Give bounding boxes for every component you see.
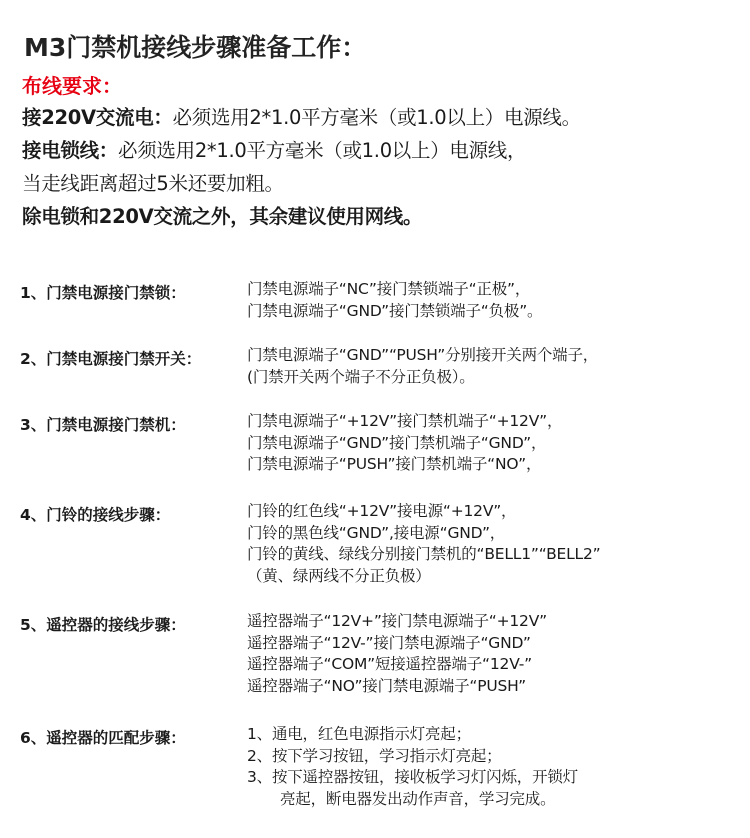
page-title: M3门禁机接线步骤准备工作：: [24, 33, 367, 62]
step-2-label: 2、门禁电源接门禁开关：: [20, 350, 202, 368]
requirement-line-distance: 当走线距离超过5米还要加粗。: [22, 172, 284, 195]
requirement-lock-text: 必须选用2*1.0平方毫米（或1.0以上）电源线，: [118, 139, 527, 162]
step-line: 门禁电源端子“NC”接门禁锁端子“正极”，: [247, 280, 531, 298]
step-line: (门禁开关两个端子不分正负极）。: [247, 367, 475, 386]
step-line: 门禁电源端子“GND”接门禁机端子“GND”，: [247, 433, 547, 452]
step-3-instructions: [247, 411, 742, 476]
step-line: 遥控器端子“12V-”接门禁电源端子“GND”: [247, 633, 531, 652]
step-line: 遥控器端子“NO”接门禁电源端子“PUSH”: [247, 676, 526, 695]
step-line: （黄、绿两线不分正负极）: [247, 566, 431, 585]
requirement-220v-label: 接220V交流电：: [22, 106, 173, 129]
wiring-requirements-heading: 布线要求：: [22, 74, 122, 98]
step-line: 遥控器端子“COM”短接遥控器端子“12V-”: [247, 655, 532, 673]
requirement-network-text: 除电锁和220V交流之外，其余建议使用网线。: [22, 205, 423, 228]
step-line: 门禁电源端子“PUSH”接门禁机端子“NO”，: [247, 455, 542, 473]
step-line: 门铃的黑色线“GND”,接电源“GND”，: [247, 523, 506, 542]
step-6-label: 6、遥控器的匹配步骤：: [20, 729, 186, 747]
requirement-220v-text: 必须选用2*1.0平方毫米（或1.0以上）电源线。: [172, 106, 581, 129]
step-5-instructions: [247, 611, 742, 697]
step-1-label: 1、门禁电源接门禁锁：: [20, 284, 186, 302]
requirement-line-220v: [22, 105, 581, 131]
step-line: 3、按下遥控器按钮，接收板学习灯闪烁，开锁灯: [247, 768, 578, 786]
step-4-label: 4、门铃的接线步骤：: [20, 506, 171, 524]
step-line: 门禁电源端子“GND”“PUSH”分别接开关两个端子，: [247, 346, 599, 364]
step-line: 门禁电源端子“+12V”接门禁机端子“+12V”，: [247, 412, 563, 430]
step-5-label: 5、遥控器的接线步骤：: [20, 616, 186, 634]
step-line: 亮起，断电器发出动作声音，学习完成。: [280, 789, 556, 808]
requirement-line-network: [22, 204, 422, 230]
step-line: 2、按下学习按钮，学习指示灯亮起；: [247, 746, 502, 765]
step-1-instructions: [247, 279, 742, 322]
step-line: 遥控器端子“12V+”接门禁电源端子“+12V”: [247, 612, 547, 630]
requirement-line-lock: [22, 138, 526, 164]
step-6-instructions: [247, 724, 742, 810]
step-3-label: 3、门禁电源接门禁机：: [20, 416, 186, 434]
step-line: 门禁电源端子“GND”接门禁锁端子“负极”。: [247, 301, 543, 320]
step-line: 门铃的红色线“+12V”接电源“+12V”，: [247, 502, 517, 520]
step-2-instructions: [247, 345, 742, 388]
step-line: 门铃的黄线、绿线分别接门禁机的“BELL1”“BELL2”: [247, 545, 601, 563]
step-4-instructions: [247, 501, 742, 587]
requirement-lock-label: 接电锁线：: [22, 139, 119, 162]
step-line: 1、通电，红色电源指示灯亮起；: [247, 725, 471, 743]
